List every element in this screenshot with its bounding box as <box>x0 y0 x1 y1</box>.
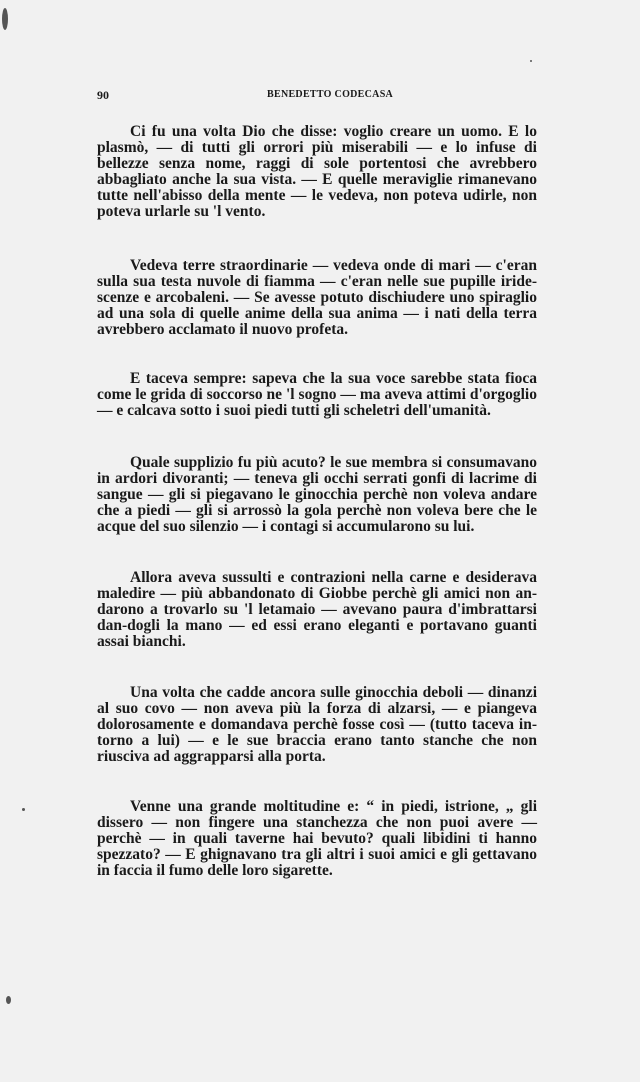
page-number: 90 <box>97 88 109 102</box>
scan-speck <box>6 996 11 1004</box>
paragraph: Allora aveva sussulti e contrazioni nella carne e desiderava maledire — più abbandonato di Giobbe perchè gli amici non an-darono a trovarlo su 'l letamaio — avevano paura d'imbrattarsi dan-dogli la mano — ed essi erano eleganti e portavano guanti assai bianchi. <box>97 569 537 650</box>
scan-speck <box>2 8 8 30</box>
paragraph: Ci fu una volta Dio che disse: voglio creare un uomo. E lo plasmò, — di tutti gli orrori più miserabili — e lo infuse di bellezze senza nome, raggi di sole portentosi che avrebbero abbagliato anche la sua vista. — E quelle meraviglie rimanevano tutte nell'abisso della mente — le vedeva, non poteva udirle, non poteva urlarle su 'l vento. <box>97 123 537 220</box>
paragraph: E taceva sempre: sapeva che la sua voce sarebbe stata fioca come le grida di soccorso ne 'l sogno — ma aveva attimi d'orgoglio — e calcava sotto i suoi piedi tutti gli scheletri dell'umanità. <box>97 370 537 419</box>
running-head: BENEDETTO CODECASA <box>267 89 394 100</box>
paragraph: Una volta che cadde ancora sulle ginocchia deboli — dinanzi al suo covo — non aveva più la forza di alzarsi, — e piangeva dolorosamente e domandava perchè fosse così — (tutto taceva in-torno a lui) — e le sue braccia erano tanto stanche che non riusciva ad aggrapparsi alla porta. <box>97 684 537 765</box>
paragraph: Venne una grande moltitudine e: “ in piedi, istrione, „ gli dissero — non fingere una stanchezza che non puoi avere — perchè — in quali taverne hai bevuto? quali libidini ti hanno spezzato? — E ghignavano tra gli altri i suoi amici e gli gettavano in faccia il fumo delle loro sigarette. <box>97 798 537 879</box>
scan-speck <box>530 60 532 62</box>
scan-speck <box>22 808 25 811</box>
page-header <box>97 88 537 104</box>
paragraph: Vedeva terre straordinarie — vedeva onde di mari — c'eran sulla sua testa nuvole di fiamma — c'eran nelle sue pupille iride-scenze e arcobaleni. — Se avesse potuto dischiudere uno spiraglio ad una sola di quelle anime della sua anima — i nati della terra avrebbero acclamato il nuovo profeta. <box>97 257 537 338</box>
paragraph: Quale supplizio fu più acuto? le sue membra si consumavano in ardori divoranti; — teneva gli occhi serrati gonfi di lacrime di sangue — gli si piegavano le ginocchia perchè non voleva andare che a piedi — gli si arrossò la gola perchè non voleva bere che le acque del suo silenzio — i contagi si accumularono su lui. <box>97 454 537 535</box>
